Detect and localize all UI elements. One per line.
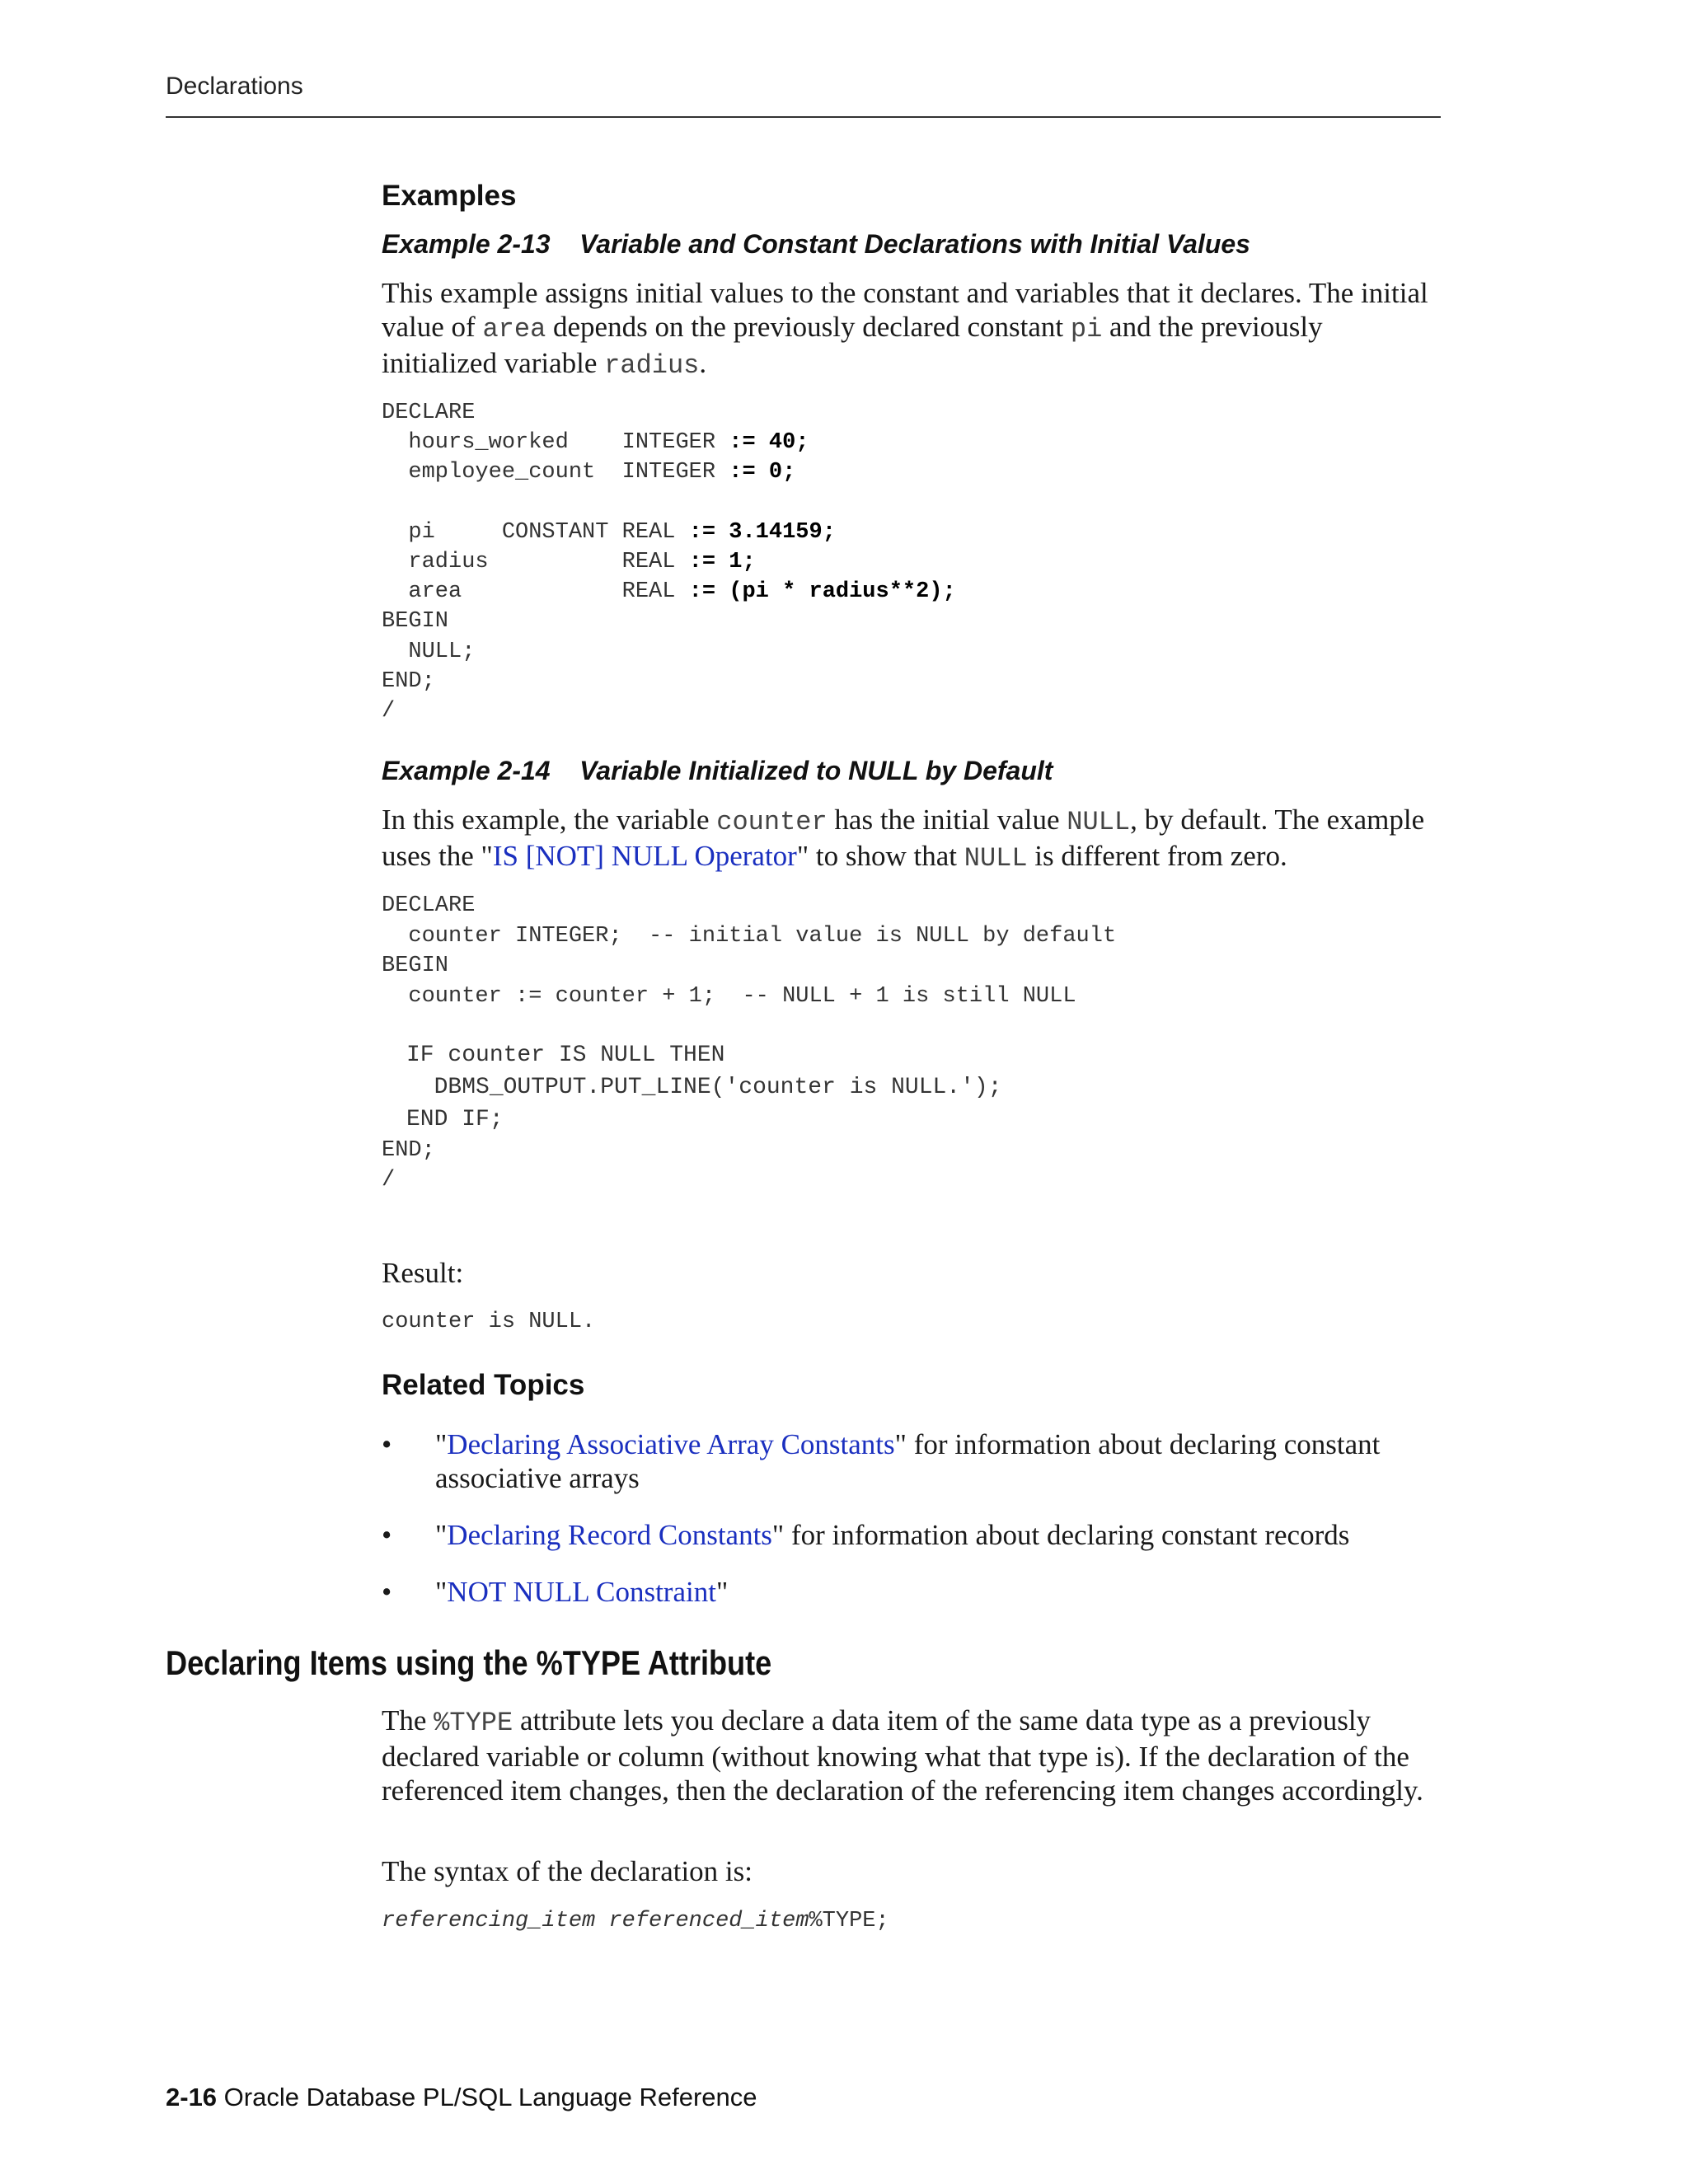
inline-code-null: NULL — [964, 843, 1028, 874]
text-run: is different from zero. — [1027, 840, 1287, 872]
code-line — [382, 430, 809, 455]
text-run: " to show that — [796, 840, 964, 872]
example-2-14-number: Example 2-14 — [382, 756, 551, 785]
example-2-13-description — [382, 276, 1445, 382]
code-assignment: := 1; — [688, 550, 756, 575]
syntax-intro: The syntax of the declaration is: — [382, 1855, 753, 1887]
inline-code-pi: pi — [1070, 314, 1103, 344]
code-assignment: := 3.14159; — [688, 519, 836, 545]
text-run: and the previously initialized variable — [382, 311, 1323, 379]
syntax-placeholders: referencing_item referenced_item — [382, 1909, 809, 1933]
related-link-record-constants[interactable]: Declaring Record Constants — [447, 1519, 772, 1551]
code-text: / — [382, 699, 396, 724]
inline-code-type: %TYPE — [434, 1708, 513, 1738]
book-title: Oracle Database PL/SQL Language Reference — [223, 2083, 757, 2111]
type-attribute-description — [382, 1704, 1445, 1807]
example-2-14-caption — [382, 756, 1053, 786]
example-2-14-code-part-3: END; / — [382, 1138, 435, 1193]
example-2-13-number: Example 2-13 — [382, 229, 551, 259]
code-listing — [382, 398, 956, 726]
text-run: In this example, the variable — [382, 804, 717, 836]
bullet-icon: • — [382, 1519, 392, 1551]
related-link-not-null-constraint[interactable]: NOT NULL Constraint — [447, 1576, 716, 1608]
code-line — [382, 669, 435, 694]
code-assignment: := 0; — [729, 460, 796, 485]
text-run: " for information about declaring constant records — [771, 1519, 1350, 1551]
bullet-icon: • — [382, 1428, 392, 1460]
code-line — [382, 579, 956, 604]
example-2-13-title: Variable and Constant Declarations with Initial Values — [579, 229, 1250, 259]
code-line — [382, 460, 795, 485]
inline-code-counter: counter — [716, 807, 828, 837]
example-2-13-code-block — [382, 398, 956, 726]
code-text: DECLARE — [382, 401, 476, 425]
code-line — [382, 699, 395, 724]
examples-heading: Examples — [382, 180, 517, 212]
is-not-null-operator-link[interactable]: IS [NOT] NULL Operator — [492, 840, 797, 872]
code-text: radius REAL — [382, 550, 689, 575]
text-run: has the initial value — [827, 804, 1067, 836]
example-2-14-code-part-1: DECLARE counter INTEGER; -- initial value is NULL by default BEGIN counter := counter + 1; -- NULL + 1 is still NULL — [382, 893, 1117, 1009]
text-run: The — [382, 1704, 434, 1736]
header-rule — [166, 116, 1441, 118]
related-topics-heading: Related Topics — [382, 1369, 585, 1401]
running-head-title: Declarations — [166, 73, 303, 100]
code-text: NULL; — [382, 639, 476, 664]
result-output: counter is NULL. — [382, 1310, 596, 1334]
text-run: This example assigns initial values to the constant and variables that it declares. The initial value of — [382, 277, 1428, 343]
code-text: BEGIN — [382, 609, 449, 635]
example-2-13-caption — [382, 229, 1250, 260]
code-line — [382, 640, 475, 664]
text-run: attribute lets you declare a data item of the same data type as a previously declared variable or column (without knowing what that type is). If the declaration of the referenced item changes, then the declaration of the referencing item changes accordingly. — [382, 1704, 1423, 1807]
code-assignment: := 40; — [729, 430, 809, 456]
syntax-line — [382, 1909, 889, 1933]
related-link-associative-array-constants[interactable]: Declaring Associative Array Constants — [447, 1428, 895, 1460]
code-text: END; — [382, 668, 435, 694]
syntax-keyword: %TYPE; — [809, 1909, 889, 1933]
code-line — [382, 550, 756, 574]
text-run: , by default. The example uses the " — [382, 804, 1425, 872]
list-item: • "NOT NULL Constraint" — [382, 1576, 729, 1608]
text-run: . — [699, 347, 707, 379]
text-run: " — [715, 1576, 729, 1608]
related-topics-list — [382, 1427, 1449, 1632]
code-text: hours_worked INTEGER — [382, 430, 729, 456]
list-item: • "Declaring Associative Array Constants" for information about declaring constant associative arrays — [382, 1428, 1381, 1494]
code-assignment: := (pi * radius**2); — [688, 579, 956, 605]
inline-code-area: area — [482, 314, 546, 344]
inline-code-null: NULL — [1067, 807, 1131, 837]
code-text: pi CONSTANT REAL — [382, 519, 689, 545]
example-2-14-code-part-2: IF counter IS NULL THEN DBMS_OUTPUT.PUT_LINE('counter is NULL.'); END IF; — [406, 1043, 1002, 1132]
text-run: " for information about declaring constant associative arrays — [435, 1428, 1381, 1494]
code-line — [382, 520, 836, 545]
code-line — [382, 401, 475, 425]
bullet-icon: • — [382, 1576, 392, 1608]
example-2-14-title: Variable Initialized to NULL by Default — [579, 756, 1053, 785]
section-heading-type-attribute: Declaring Items using the %TYPE Attribute — [166, 1643, 772, 1682]
page-footer — [166, 2083, 757, 2112]
list-item: • "Declaring Record Constants" for information about declaring constant records — [382, 1519, 1350, 1551]
inline-code-radius: radius — [604, 350, 700, 381]
code-text: employee_count INTEGER — [382, 460, 729, 485]
text-run: depends on the previously declared constant — [546, 311, 1071, 343]
code-text: area REAL — [382, 579, 689, 605]
code-line — [382, 609, 448, 634]
example-2-14-description — [382, 803, 1453, 875]
page-number: 2-16 — [166, 2083, 218, 2111]
result-label: Result: — [382, 1257, 464, 1289]
